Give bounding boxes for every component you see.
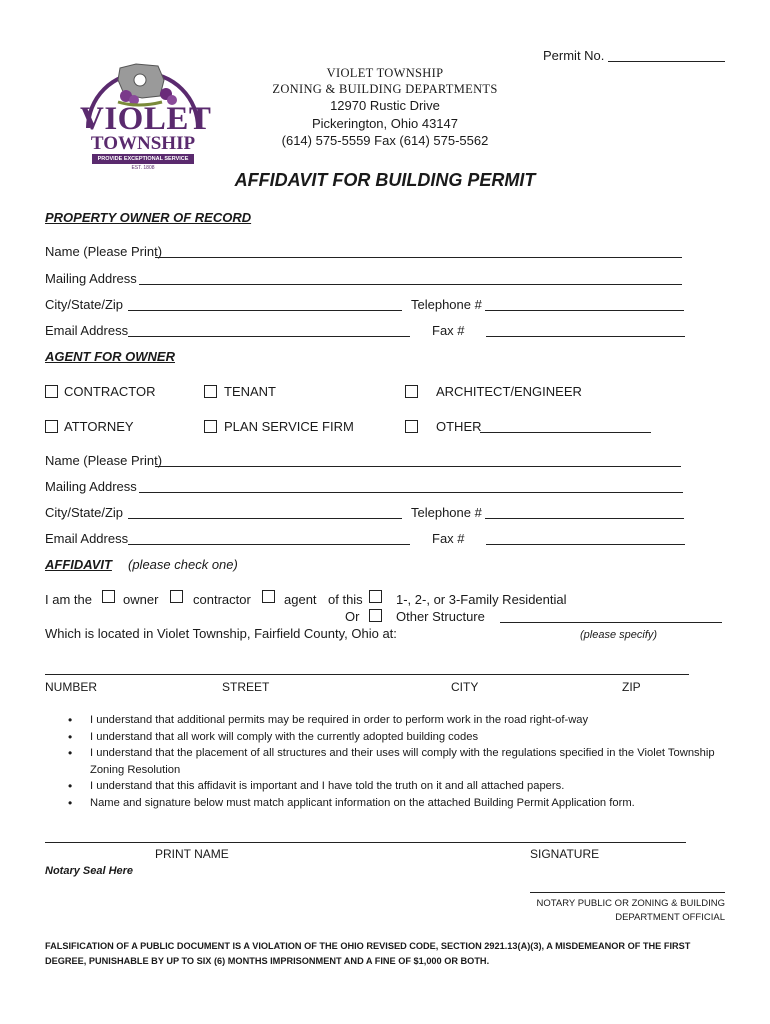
permit-no-label: Permit No. bbox=[543, 48, 605, 63]
attorney-checkbox[interactable] bbox=[45, 420, 58, 433]
address-zip-label: ZIP bbox=[622, 680, 641, 694]
owner-email-label: Email Address bbox=[45, 323, 129, 338]
org-phone: (614) 575-5559 Fax (614) 575-5562 bbox=[281, 133, 489, 148]
owner-citystatezip-field[interactable] bbox=[128, 310, 402, 311]
other-specify-field[interactable] bbox=[480, 432, 651, 433]
or-label: Or bbox=[345, 609, 360, 624]
iam-label: I am the bbox=[45, 592, 92, 607]
owner-email-field[interactable] bbox=[128, 336, 410, 337]
affidavit-heading: AFFIDAVIT bbox=[45, 557, 112, 572]
agent-fax-field[interactable] bbox=[486, 544, 685, 545]
agent-citystatezip-label: City/State/Zip bbox=[45, 505, 124, 520]
tenant-option-label: TENANT bbox=[224, 384, 276, 399]
agent-telephone-label: Telephone # bbox=[411, 505, 482, 520]
property-address-field[interactable] bbox=[45, 674, 689, 675]
contractor-role-checkbox[interactable] bbox=[170, 590, 183, 603]
agent-fax-label: Fax # bbox=[432, 531, 465, 546]
agent-name-field[interactable] bbox=[155, 466, 681, 467]
logo-est: EST. 1808 bbox=[131, 165, 155, 171]
contractor-option-label: CONTRACTOR bbox=[64, 384, 156, 399]
logo-ribbon: PROVIDE EXCEPTIONAL SERVICE bbox=[92, 154, 194, 164]
list-item: • I understand that this affidavit is important and I have told the truth on it and all attached papers. bbox=[68, 778, 718, 795]
owner-role-label: owner bbox=[123, 592, 159, 607]
residential-label: 1-, 2-, or 3-Family Residential bbox=[396, 592, 567, 607]
contractor-role-label: contractor bbox=[193, 592, 251, 607]
other-structure-field[interactable] bbox=[500, 622, 722, 623]
township-logo bbox=[78, 58, 212, 178]
notary-seal-label: Notary Seal Here bbox=[45, 865, 134, 877]
org-city: Pickerington, Ohio 43147 bbox=[312, 116, 458, 131]
owner-section-heading: PROPERTY OWNER OF RECORD bbox=[45, 210, 252, 225]
tenant-checkbox[interactable] bbox=[204, 385, 217, 398]
list-item: • I understand that the placement of all structures and their uses will comply with the regulations specified in the Violet Township Zoning Resolution bbox=[68, 745, 718, 778]
org-name: VIOLET TOWNSHIP bbox=[326, 66, 444, 80]
owner-fax-label: Fax # bbox=[432, 323, 465, 338]
address-street-label: STREET bbox=[222, 680, 270, 694]
owner-name-label: Name (Please Print) bbox=[45, 244, 163, 259]
agent-role-checkbox[interactable] bbox=[262, 590, 275, 603]
official-label-1: NOTARY PUBLIC OR ZONING & BUILDING bbox=[536, 898, 725, 909]
agent-email-label: Email Address bbox=[45, 531, 129, 546]
print-name-label: PRINT NAME bbox=[155, 847, 229, 861]
list-item: • I understand that additional permits may be required in order to perform work in the road right-of-way bbox=[68, 712, 718, 729]
owner-fax-field[interactable] bbox=[486, 336, 685, 337]
address-city-label: CITY bbox=[451, 680, 479, 694]
agent-telephone-field[interactable] bbox=[485, 518, 684, 519]
address-number-label: NUMBER bbox=[45, 680, 98, 694]
official-signature-line[interactable] bbox=[530, 892, 725, 893]
logo-township-text: TOWNSHIP bbox=[90, 133, 196, 154]
other-option-label: OTHER bbox=[436, 419, 482, 434]
owner-mailing-label: Mailing Address bbox=[45, 271, 137, 286]
other-structure-checkbox[interactable] bbox=[369, 609, 382, 622]
please-specify-note: (please specify) bbox=[580, 629, 658, 641]
agent-citystatezip-field[interactable] bbox=[128, 518, 402, 519]
location-statement: Which is located in Violet Township, Fairfield County, Ohio at: bbox=[45, 626, 397, 641]
list-item: • I understand that all work will comply with the currently adopted building codes bbox=[68, 729, 718, 746]
falsification-warning: FALSIFICATION OF A PUBLIC DOCUMENT IS A VIOLATION OF THE OHIO REVISED CODE, SECTION 2921.13(A)(3), A MISDEMEANOR OF THE FIRST DEGREE, PUNISHABLE BY UP TO SIX (6) MONTHS IMPRISONMENT AND A FINE OF $1,000 OR BOTH. bbox=[45, 941, 691, 966]
agent-name-label: Name (Please Print) bbox=[45, 453, 163, 468]
architect-option-label: ARCHITECT/ENGINEER bbox=[436, 384, 582, 399]
acknowledgement-list bbox=[68, 712, 718, 811]
attorney-option-label: ATTORNEY bbox=[64, 419, 134, 434]
other-structure-label: Other Structure bbox=[396, 609, 485, 624]
agent-mailing-label: Mailing Address bbox=[45, 479, 137, 494]
agent-section-heading: AGENT FOR OWNER bbox=[45, 349, 175, 364]
official-label-2: DEPARTMENT OFFICIAL bbox=[615, 912, 725, 923]
agent-mailing-field[interactable] bbox=[139, 492, 683, 493]
affidavit-check-note: (please check one) bbox=[128, 557, 238, 572]
page-title: AFFIDAVIT FOR BUILDING PERMIT bbox=[234, 170, 536, 190]
permit-no-field[interactable] bbox=[608, 61, 725, 62]
signature-label: SIGNATURE bbox=[530, 847, 600, 861]
owner-name-field[interactable] bbox=[155, 257, 682, 258]
plan-service-firm-checkbox[interactable] bbox=[204, 420, 217, 433]
owner-telephone-label: Telephone # bbox=[411, 297, 482, 312]
contractor-checkbox[interactable] bbox=[45, 385, 58, 398]
residential-checkbox[interactable] bbox=[369, 590, 382, 603]
agent-email-field[interactable] bbox=[128, 544, 410, 545]
org-address: 12970 Rustic Drive bbox=[330, 98, 440, 113]
list-item: • Name and signature below must match applicant information on the attached Building Permit Application form. bbox=[68, 795, 718, 812]
owner-role-checkbox[interactable] bbox=[102, 590, 115, 603]
signature-line[interactable] bbox=[45, 842, 686, 843]
logo-violet-text: VIOLET bbox=[80, 101, 212, 137]
owner-telephone-field[interactable] bbox=[485, 310, 684, 311]
org-department: ZONING & BUILDING DEPARTMENTS bbox=[272, 82, 498, 96]
other-checkbox[interactable] bbox=[405, 420, 418, 433]
owner-citystatezip-label: City/State/Zip bbox=[45, 297, 124, 312]
plan-service-firm-option-label: PLAN SERVICE FIRM bbox=[224, 419, 354, 434]
agent-role-label: agent bbox=[284, 592, 317, 607]
owner-mailing-field[interactable] bbox=[139, 284, 682, 285]
architect-checkbox[interactable] bbox=[405, 385, 418, 398]
of-this-label: of this bbox=[328, 592, 363, 607]
